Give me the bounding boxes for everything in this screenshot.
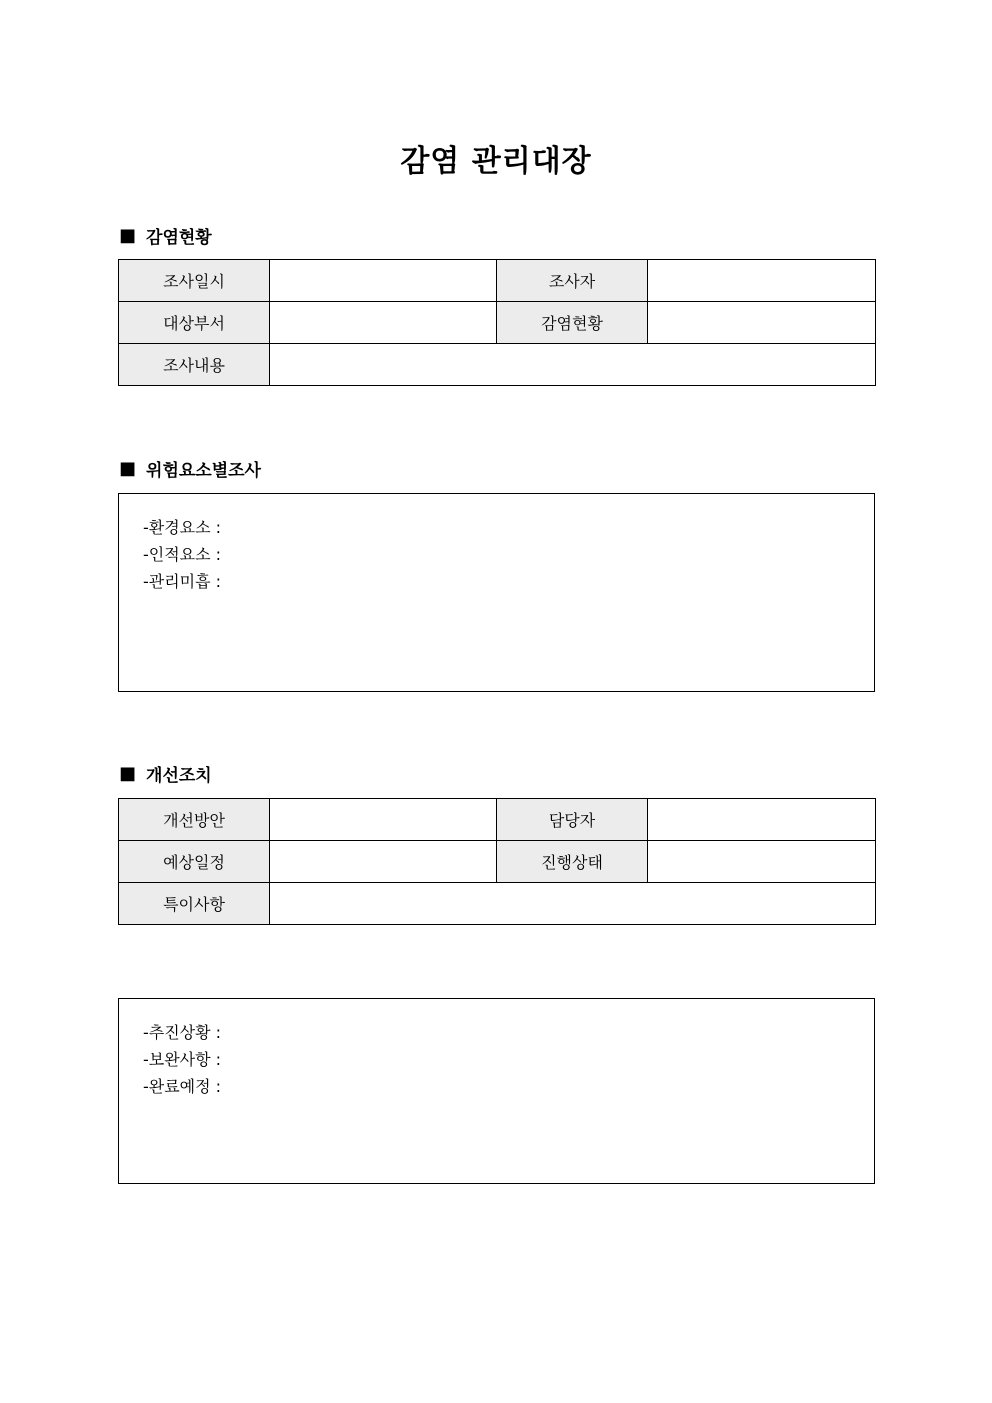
- special-notes-field[interactable]: [270, 883, 876, 925]
- table-row: [119, 841, 876, 883]
- square-bullet-icon: ■: [119, 225, 137, 246]
- table-row: [119, 302, 876, 344]
- square-bullet-icon: ■: [119, 458, 137, 479]
- table-row: [119, 260, 876, 302]
- field-label: 대상부서: [119, 302, 270, 344]
- progress-line-status: -추진상황 :: [143, 1023, 222, 1042]
- risk-line-management: -관리미흡 :: [143, 572, 222, 591]
- table-row: [119, 799, 876, 841]
- field-label: 조사자: [497, 260, 648, 302]
- improvement-table: [118, 798, 876, 925]
- infection-status-field[interactable]: [648, 302, 876, 344]
- field-label: 조사내용: [119, 344, 270, 386]
- survey-content-field[interactable]: [270, 344, 876, 386]
- section-heading-label: 감염현황: [146, 228, 212, 248]
- section-heading-label: 위험요소별조사: [146, 461, 261, 481]
- field-label: 조사일시: [119, 260, 270, 302]
- expected-schedule-field[interactable]: [270, 841, 497, 883]
- square-bullet-icon: ■: [119, 763, 137, 784]
- field-label: 개선방안: [119, 799, 270, 841]
- field-label: 진행상태: [497, 841, 648, 883]
- section-heading-risk-factors: [119, 456, 261, 481]
- improvement-plan-field[interactable]: [270, 799, 497, 841]
- section-heading-label: 개선조치: [146, 766, 212, 786]
- progress-line-supplement: -보완사항 :: [143, 1050, 222, 1069]
- survey-datetime-field[interactable]: [270, 260, 497, 302]
- field-label: 특이사항: [119, 883, 270, 925]
- progress-status-field[interactable]: [648, 841, 876, 883]
- infection-status-table: [118, 259, 876, 386]
- surveyor-field[interactable]: [648, 260, 876, 302]
- person-in-charge-field[interactable]: [648, 799, 876, 841]
- progress-notes-box[interactable]: [118, 998, 875, 1184]
- field-label: 감염현황: [497, 302, 648, 344]
- progress-line-completion: -완료예정 :: [143, 1077, 222, 1096]
- page-title: 감염 관리대장: [400, 144, 592, 179]
- field-label: 예상일정: [119, 841, 270, 883]
- risk-line-human: -인적요소 :: [143, 545, 222, 564]
- table-row: [119, 883, 876, 925]
- section-heading-improvement: [119, 761, 212, 786]
- risk-line-environment: -환경요소 :: [143, 518, 222, 537]
- field-label: 담당자: [497, 799, 648, 841]
- target-department-field[interactable]: [270, 302, 497, 344]
- risk-factors-box[interactable]: [118, 493, 875, 692]
- section-heading-infection-status: [119, 223, 212, 248]
- table-row: [119, 344, 876, 386]
